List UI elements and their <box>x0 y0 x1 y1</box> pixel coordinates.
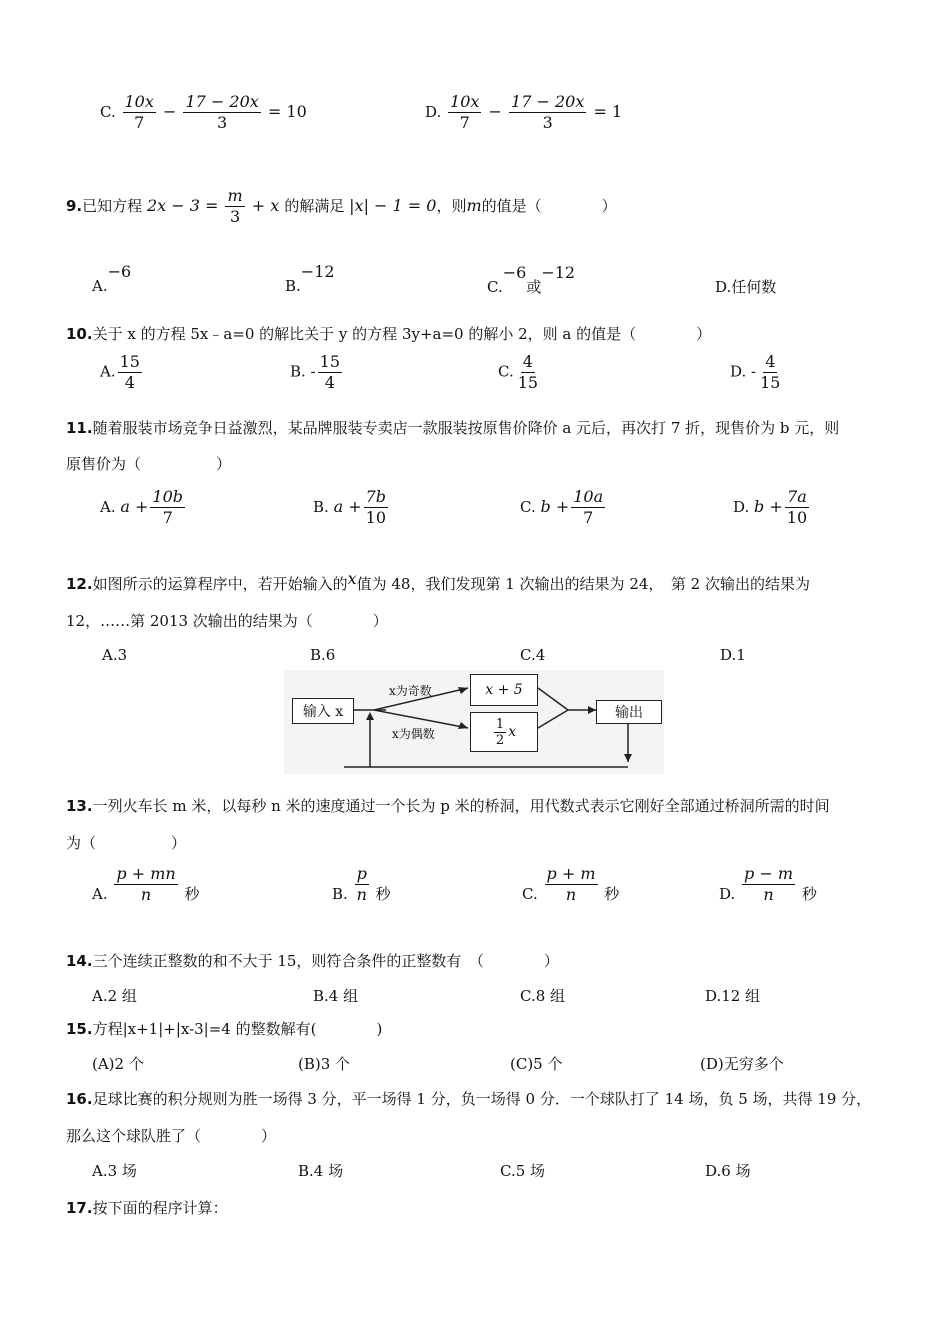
q10-option-a[interactable]: A. $\frac{15}{4}$ <box>100 352 140 392</box>
q16-option-a[interactable]: A.3 场 <box>92 1162 137 1180</box>
q12-flowchart <box>284 670 664 774</box>
q14-option-d[interactable]: D.12 组 <box>705 987 761 1005</box>
q9-stem: 9.已知方程 2x − 3 = $\frac{m}{3}$ + x 的解满足 |x| − 1 = 0，则m的值是（ ） <box>66 186 617 226</box>
flow-even-label: x为偶数 <box>392 727 435 741</box>
q11-option-d[interactable]: D. b + $\frac{7a}{10}$ <box>733 487 808 527</box>
q9-condition: |x| − 1 = 0 <box>349 196 437 215</box>
q13-stem-line2: 为（ ） <box>66 834 187 852</box>
q16-stem-line2: 那么这个球队胜了（ ） <box>66 1127 277 1145</box>
q16-option-b[interactable]: B.4 场 <box>298 1162 344 1180</box>
q12-option-a[interactable]: A.3 <box>102 646 128 664</box>
flow-odd-label: x为奇数 <box>389 684 432 698</box>
q9-option-a[interactable]: A.−6 <box>92 262 132 295</box>
q13-option-d[interactable]: D. $\frac{p - m}{n}$ 秒 <box>719 864 817 904</box>
flow-input-box: 输入 x <box>292 698 354 724</box>
q12-stem-line2: 12，……第 2013 次输出的结果为（ ） <box>66 612 388 630</box>
q8-option-d[interactable]: D. $\frac{10x}{7}$ − $\frac{17 - 20x}{3}$ = 1 <box>425 92 623 132</box>
q9-option-b[interactable]: B.−12 <box>285 262 335 295</box>
q16-option-d[interactable]: D.6 场 <box>705 1162 751 1180</box>
q8-c-equation: $\frac{10x}{7}$ − $\frac{17 - 20x}{3}$ = 10 <box>124 92 307 132</box>
q9-equation: 2x − 3 = $\frac{m}{3}$ + x <box>146 186 280 226</box>
q15-option-a[interactable]: (A)2 个 <box>92 1055 144 1073</box>
q16-stem-line1: 16.足球比赛的积分规则为胜一场得 3 分，平一场得 1 分，负一场得 0 分．一个球队打了 14 场，负 5 场，共得 19 分， <box>66 1090 872 1108</box>
q15-option-b[interactable]: (B)3 个 <box>298 1055 351 1073</box>
q14-option-a[interactable]: A.2 组 <box>92 987 137 1005</box>
q12-option-b[interactable]: B.6 <box>310 646 336 664</box>
flow-half-box: $\frac{1}{2}$ x <box>470 712 538 752</box>
q14-option-c[interactable]: C.8 组 <box>520 987 566 1005</box>
q13-stem-line1: 13.一列火车长 m 米，以每秒 n 米的速度通过一个长为 p 米的桥洞，用代数式表示它刚好全部通过桥洞所需的时间 <box>66 797 830 815</box>
q11-option-b[interactable]: B. a + $\frac{7b}{10}$ <box>313 487 387 527</box>
q9-option-d[interactable]: D.任何数 <box>715 278 777 296</box>
q13-option-c[interactable]: C. $\frac{p + m}{n}$ 秒 <box>522 864 620 904</box>
q10-option-c[interactable]: C. $\frac{4}{15}$ <box>498 352 539 392</box>
q11-stem-line2: 原售价为（ ） <box>66 455 232 473</box>
flow-output-box: 输出 <box>596 700 662 724</box>
q12-option-d[interactable]: D.1 <box>720 646 746 664</box>
q10-option-b[interactable]: B. - $\frac{15}{4}$ <box>290 352 340 392</box>
q13-option-b[interactable]: B. $\frac{p}{n}$ 秒 <box>332 864 391 904</box>
q14-option-b[interactable]: B.4 组 <box>313 987 359 1005</box>
q9-option-c[interactable]: C.−6或−12 <box>487 263 576 296</box>
q17-stem: 17.按下面的程序计算： <box>66 1199 228 1217</box>
q11-option-a[interactable]: A. a + $\frac{10b}{7}$ <box>100 487 184 527</box>
q13-option-a[interactable]: A. $\frac{p + mn}{n}$ 秒 <box>92 864 200 904</box>
q15-option-c[interactable]: (C)5 个 <box>510 1055 563 1073</box>
q10-option-d[interactable]: D. - $\frac{4}{15}$ <box>730 352 781 392</box>
q16-option-c[interactable]: C.5 场 <box>500 1162 546 1180</box>
q15-stem: 15.方程|x+1|+|x-3|=4 的整数解有( ) <box>66 1020 383 1038</box>
q8-d-equation: $\frac{10x}{7}$ − $\frac{17 - 20x}{3}$ = 1 <box>450 92 623 132</box>
flow-add-box: x + 5 <box>470 674 538 706</box>
q11-option-c[interactable]: C. b + $\frac{10a}{7}$ <box>520 487 604 527</box>
q11-stem-line1: 11.随着服装市场竞争日益激烈，某品牌服装专卖店一款服装按原售价降价 a 元后，再次打 7 折，现售价为 b 元，则 <box>66 419 840 437</box>
q14-stem: 14.三个连续正整数的和不大于 15，则符合条件的正整数有 （ ） <box>66 952 559 970</box>
q15-option-d[interactable]: (D)无穷多个 <box>700 1055 784 1073</box>
q10-stem: 10.关于 x 的方程 5x﹣a=0 的解比关于 y 的方程 3y+a=0 的解小 2，则 a 的值是（ ） <box>66 325 712 343</box>
q12-stem-line1: 12.如图所示的运算程序中，若开始输入的x值为 48，我们发现第 1 次输出的结果为 24， 第 2 次输出的结果为 <box>66 569 810 593</box>
q12-option-c[interactable]: C.4 <box>520 646 546 664</box>
q8-option-c[interactable]: C. $\frac{10x}{7}$ − $\frac{17 - 20x}{3}$ = 10 <box>100 92 307 132</box>
